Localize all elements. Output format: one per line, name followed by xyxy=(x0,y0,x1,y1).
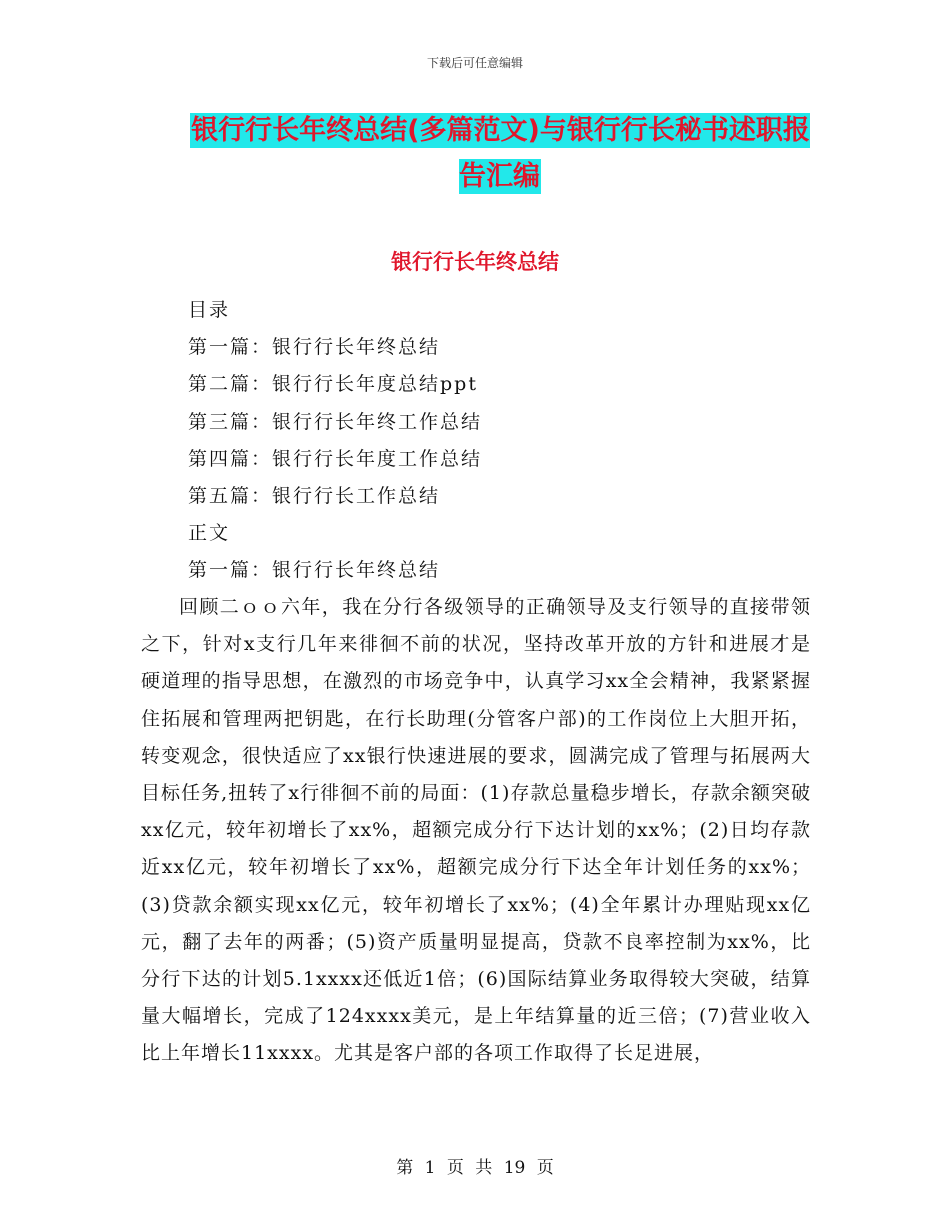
toc-line: 第一篇：银行行长年终总结 xyxy=(188,559,441,582)
toc-line: 目录 xyxy=(188,299,231,321)
section-title: 银行行长年终总结 xyxy=(391,250,559,274)
toc-line: 第一篇：银行行长年终总结 xyxy=(188,336,441,359)
document-title-text: 银行行长年终总结(多篇范文)与银行行长秘书述职报告汇编 xyxy=(191,115,810,192)
toc-line: 第二篇：银行行长年度总结ppt xyxy=(188,373,478,396)
body-paragraph: 回顾二ｏｏ六年，我在分行各级领导的正确领导及支行领导的直接带领之下，针对x支行几年来徘徊不前的状况，坚持改革开放的方针和进展才是硬道理的指导思想，在激烈的市场竞争中，认真学习xx全会精神，我紧紧握住拓展和管理两把钥匙，在行长助理(分管客户部)的工作岗位上大胆开拓，转变观念，很快适应了xx银行快速进展的要求，圆满完成了管理与拓展两大目标任务,扭转了x行徘徊不前的局面：(1)存款总量稳步增长，存款余额突破xx亿元，较年初增长了xx%，超额完成分行下达计划的xx%；(2)日均存款近xx亿元，较年初增长了xx%，超额完成分行下达全年计划任务的xx%；(3)贷款余额实现xx亿元，较年初增长了xx%；(4)全年累计办理贴现xx亿元，翻了去年的两番；(5)资产质量明显提高，贷款不良率控制为xx%，比分行下达的计划5.1xxxx还低近1倍；(6)国际结算业务取得较大突破，结算量大幅增长，完成了124xxxx美元，是上年结算量的近三倍；(7)营业收入比上年增长11xxxx。尤其是客户部的各项工作取得了长足进展， xyxy=(141,596,811,1065)
document-title xyxy=(190,108,810,200)
toc-line: 第四篇：银行行长年度工作总结 xyxy=(188,447,483,470)
toc-line: 第三篇：银行行长年终工作总结 xyxy=(188,410,483,433)
toc-line: 第五篇：银行行长工作总结 xyxy=(188,484,441,507)
page-footer: 第 1 页 共 19 页 xyxy=(396,1158,554,1178)
toc-line: 正文 xyxy=(188,522,231,545)
header-note: 下载后可任意编辑 xyxy=(426,56,523,70)
table-of-contents xyxy=(188,292,828,590)
